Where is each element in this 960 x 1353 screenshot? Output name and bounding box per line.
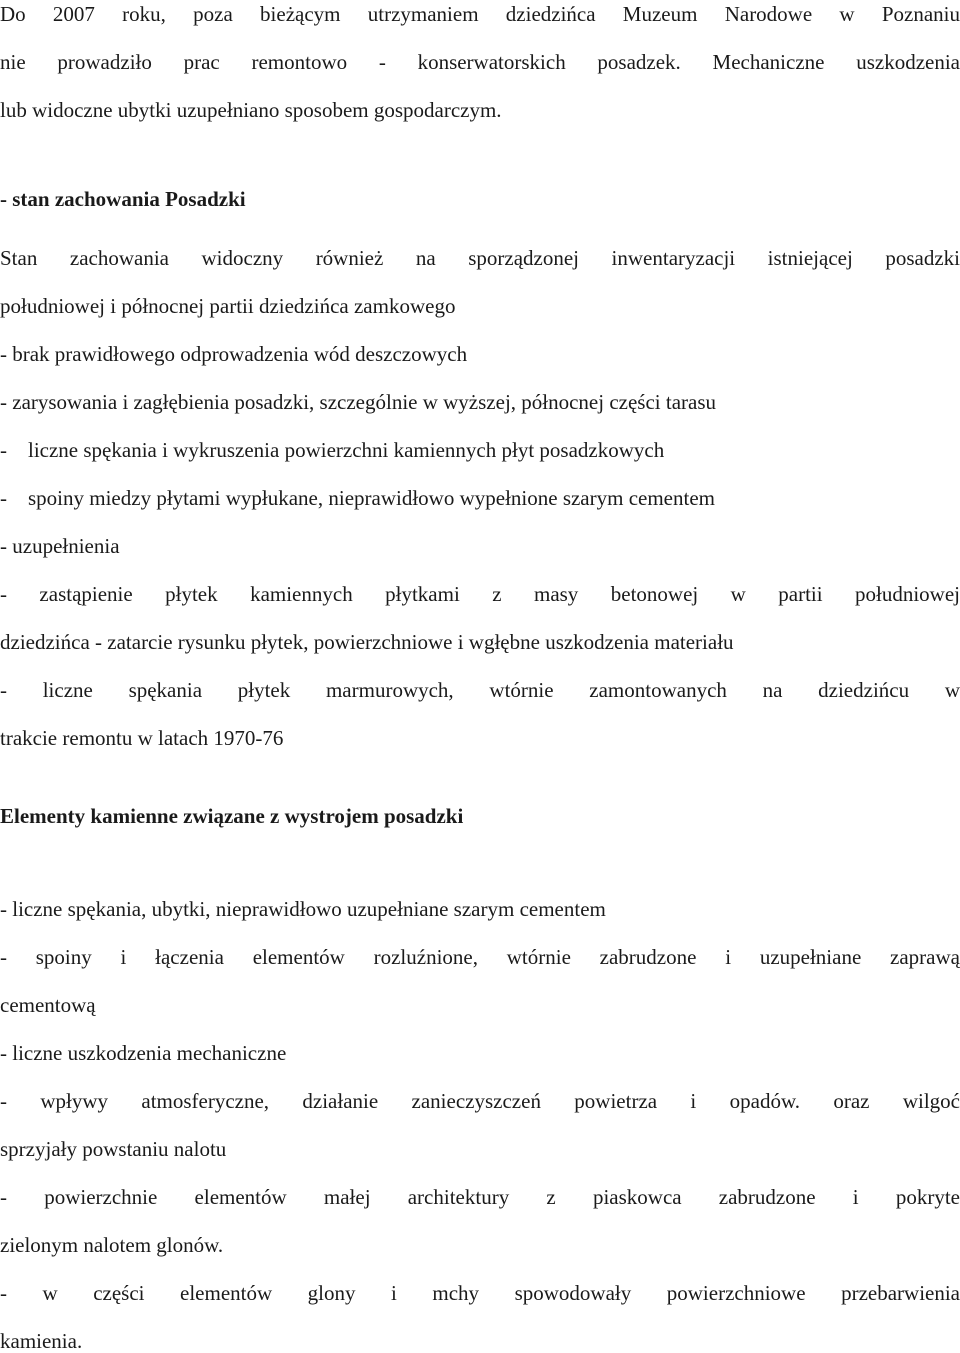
list-item: - liczne spękania płytek marmurowych, wtórnie zamontowanych na dziedzińcu w [0, 678, 960, 702]
intro-line: lub widoczne ubytki uzupełniano sposobem gospodarczym. [0, 98, 502, 122]
list-item-continuation: zielonym nalotem glonów. [0, 1233, 224, 1257]
list-item: - uzupełnienia [0, 534, 120, 558]
list-item: - wpływy atmosferyczne, działanie zanieczyszczeń powietrza i opadów. oraz wilgoć [0, 1089, 960, 1113]
intro-line: Do 2007 roku, poza bieżącym utrzymaniem dziedzińca Muzeum Narodowe w Poznaniu [0, 2, 960, 26]
list-item-continuation: sprzyjały powstaniu nalotu [0, 1137, 227, 1161]
list-dash: - [0, 438, 7, 462]
list-item: - zastąpienie płytek kamiennych płytkami z masy betonowej w partii południowej [0, 582, 960, 606]
section-heading-stan-zachowania: - stan zachowania Posadzki [0, 187, 246, 211]
paragraph-line: południowej i północnej partii dziedzińca zamkowego [0, 294, 456, 318]
list-item-continuation: dziedzińca - zatarcie rysunku płytek, powierzchniowe i wgłębne uszkodzenia materiału [0, 630, 734, 654]
list-item [0, 438, 664, 462]
list-item: - powierzchnie elementów małej architektury z piaskowca zabrudzone i pokryte [0, 1185, 960, 1209]
list-item-continuation: kamienia. [0, 1329, 83, 1353]
list-item: - liczne uszkodzenia mechaniczne [0, 1041, 287, 1065]
section-heading-elementy-kamienne: Elementy kamienne związane z wystrojem posadzki [0, 804, 464, 828]
list-item: - zarysowania i zagłębienia posadzki, szczególnie w wyższej, północnej części tarasu [0, 390, 717, 414]
list-item: - w części elementów glony i mchy spowodowały powierzchniowe przebarwienia [0, 1281, 960, 1305]
intro-line: nie prowadziło prac remontowo - konserwatorskich posadzek. Mechaniczne uszkodzenia [0, 50, 960, 74]
paragraph-line: Stan zachowania widoczny również na sporządzonej inwentaryzacji istniejącej posadzki [0, 246, 960, 270]
list-item-continuation: trakcie remontu w latach 1970-76 [0, 726, 284, 750]
list-item: - spoiny i łączenia elementów rozluźnione, wtórnie zabrudzone i uzupełniane zaprawą [0, 945, 960, 969]
list-item: - brak prawidłowego odprowadzenia wód deszczowych [0, 342, 468, 366]
list-dash: - [0, 486, 7, 510]
list-item-continuation: cementową [0, 993, 96, 1017]
list-item: - liczne spękania, ubytki, nieprawidłowo uzupełniane szarym cementem [0, 897, 606, 921]
list-item [0, 486, 715, 510]
list-item-text: spoiny miedzy płytami wypłukane, nieprawidłowo wypełnione szarym cementem [28, 486, 715, 510]
list-item-text: liczne spękania i wykruszenia powierzchni kamiennych płyt posadzkowych [28, 438, 665, 462]
